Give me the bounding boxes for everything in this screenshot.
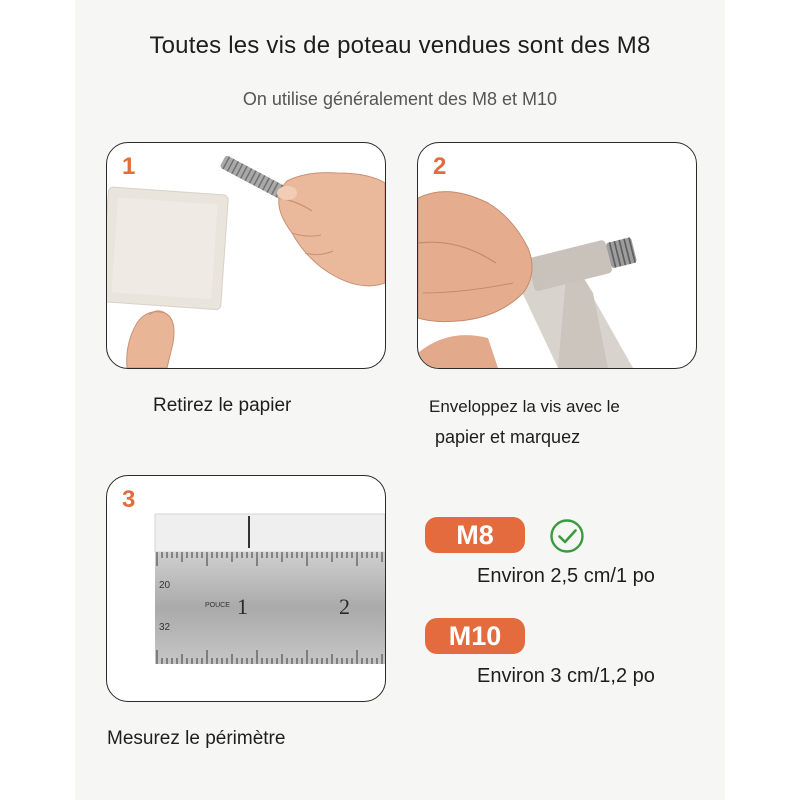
page-title: Toutes les vis de poteau vendues sont des M8 (149, 32, 651, 59)
step-2-number: 2 (433, 153, 447, 180)
ruler-mark-2: 2 (339, 594, 350, 619)
product-info-card (75, 0, 725, 800)
size-m8-measurement: Environ 2,5 cm/1 po (477, 565, 655, 587)
step-3-number: 3 (122, 486, 136, 513)
size-m10-measurement: Environ 3 cm/1,2 po (477, 665, 655, 687)
step-2-caption-line2: papier et marquez (435, 427, 581, 447)
step-1-illustration (107, 143, 385, 368)
step-2-caption-line1: Enveloppez la vis avec le (429, 397, 620, 416)
step-1-caption: Retirez le papier (153, 395, 292, 416)
ruler-bottom-scale-label: 32 (159, 622, 171, 633)
step-3-panel (106, 475, 386, 702)
ruler-mark-1: 1 (237, 594, 248, 619)
size-badge-m8: M8 (425, 517, 525, 553)
size-badge-m10: M10 (425, 618, 525, 654)
check-circle-icon (549, 518, 585, 554)
step-2-illustration (418, 143, 696, 368)
step-1-number: 1 (122, 153, 136, 180)
ruler-unit-label: POUCE (205, 602, 230, 609)
step-3-caption: Mesurez le périmètre (107, 728, 286, 749)
page-subtitle: On utilise généralement des M8 et M10 (242, 89, 558, 109)
step-3-illustration (107, 476, 385, 701)
ruler-top-scale-label: 20 (159, 580, 171, 591)
step-1-panel (106, 142, 386, 369)
step-2-panel (417, 142, 697, 369)
